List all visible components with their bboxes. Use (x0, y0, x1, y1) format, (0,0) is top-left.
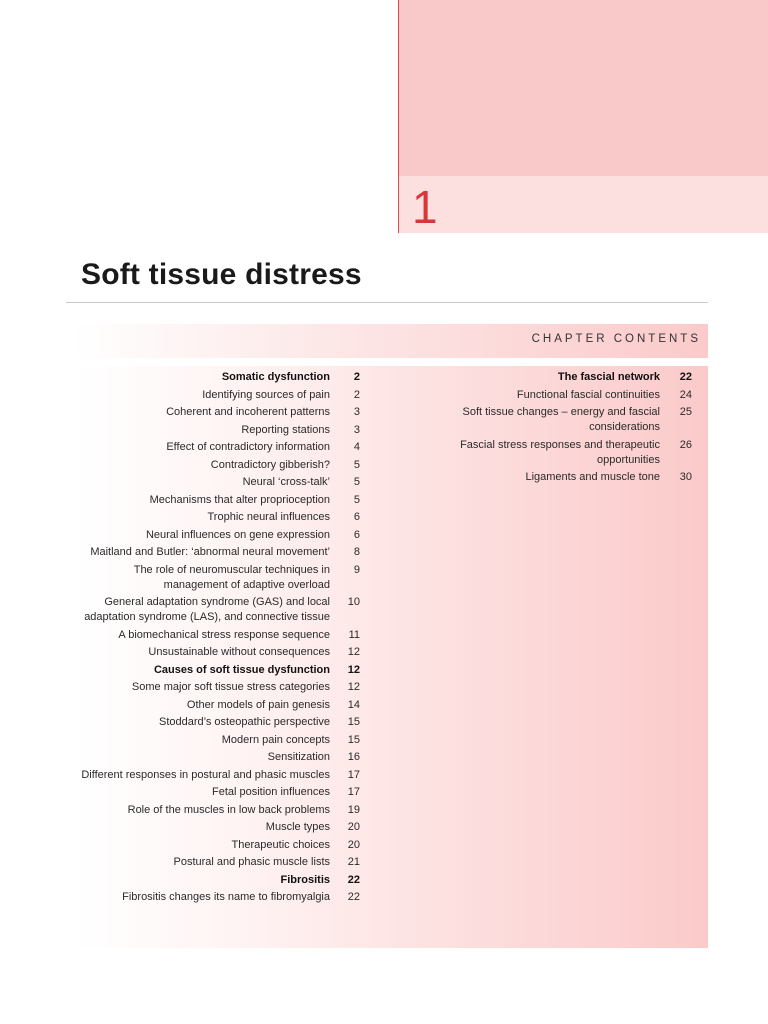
toc-entry[interactable] (80, 475, 366, 490)
toc-entry[interactable] (80, 785, 366, 800)
toc-entry-label: Stoddard’s osteopathic perspective (158, 716, 330, 728)
toc-entry-page: 17 (347, 768, 360, 781)
toc-entry-label: Fibrositis (280, 873, 330, 886)
toc-entry-label: Postural and phasic muscle lists (173, 856, 330, 868)
toc-entry-label: Coherent and incoherent patterns (166, 406, 330, 418)
toc-entry-page: 6 (353, 528, 360, 541)
toc-entry[interactable] (80, 423, 366, 438)
toc-entry-label: Different responses in postural and phasic muscles (81, 768, 330, 781)
toc-section-heading[interactable] (80, 663, 366, 678)
toc-entry-label: Unsustainable without consequences (148, 646, 330, 658)
toc-entry-label: Fetal position influences (211, 786, 330, 798)
chapter-contents-header (74, 324, 708, 358)
toc-entry-page: 3 (353, 423, 360, 436)
toc-entry-label: The role of neuromuscular techniques in management of adaptive overload (133, 563, 330, 591)
toc-entry-page: 17 (347, 786, 360, 798)
toc-entry-label: Effect of contradictory information (166, 441, 330, 453)
chapter-contents-label: CHAPTER CONTENTS (531, 333, 701, 345)
toc-entry[interactable] (80, 510, 366, 525)
toc-entry[interactable] (80, 595, 366, 625)
toc-entry-label: Soft tissue changes – energy and fascial considerations (462, 406, 660, 433)
toc-entry[interactable] (80, 440, 366, 455)
toc-entry[interactable] (455, 438, 700, 468)
toc-left-column (80, 370, 366, 908)
toc-entry-label: Ligaments and muscle tone (525, 471, 660, 483)
toc-section-heading[interactable] (455, 370, 700, 385)
toc-entry-label: Neural ‘cross-talk’ (242, 476, 330, 488)
toc-entry[interactable] (80, 820, 366, 835)
toc-entry-page: 15 (347, 716, 360, 728)
toc-entry-label: Therapeutic choices (231, 838, 330, 851)
toc-entry-page: 25 (679, 406, 692, 418)
toc-entry-label: Neural influences on gene expression (145, 528, 330, 541)
chapter-number: 1 (412, 181, 438, 233)
toc-entry-label: A biomechanical stress response sequence (118, 628, 330, 641)
toc-entry[interactable] (80, 750, 366, 765)
toc-entry-page: 15 (347, 733, 360, 746)
toc-entry[interactable] (80, 803, 366, 818)
chapter-title: Soft tissue distress (81, 258, 362, 291)
toc-entry-label: Other models of pain genesis (186, 698, 330, 711)
toc-entry-page: 30 (679, 471, 692, 483)
toc-entry[interactable] (80, 563, 366, 593)
toc-entry-label: Modern pain concepts (221, 733, 330, 746)
toc-entry-label: Somatic dysfunction (221, 371, 330, 383)
toc-entry[interactable] (80, 698, 366, 713)
toc-entry[interactable] (80, 733, 366, 748)
toc-entry-page: 22 (679, 371, 692, 383)
toc-entry[interactable] (455, 405, 700, 435)
toc-entry-label: Fibrositis changes its name to fibromyalgia (122, 891, 330, 903)
toc-entry[interactable] (80, 890, 366, 905)
toc-entry-page: 4 (353, 441, 360, 453)
toc-section-heading[interactable] (80, 370, 366, 385)
toc-entry[interactable] (80, 715, 366, 730)
toc-entry[interactable] (80, 645, 366, 660)
toc-entry-page: 5 (353, 476, 360, 488)
toc-entry-page: 6 (353, 511, 360, 523)
toc-entry[interactable] (80, 405, 366, 420)
toc-entry-page: 20 (347, 838, 360, 851)
toc-entry-page: 2 (353, 388, 360, 401)
toc-entry-page: 12 (347, 646, 360, 658)
toc-entry-page: 5 (353, 458, 360, 471)
toc-entry-page: 20 (347, 821, 360, 833)
toc-entry-page: 12 (347, 663, 360, 676)
toc-entry-page: 11 (348, 628, 360, 641)
toc-entry-page: 16 (347, 751, 360, 763)
toc-section-heading[interactable] (80, 873, 366, 888)
toc-entry-page: 22 (347, 873, 360, 886)
toc-entry[interactable] (80, 838, 366, 853)
toc-entry-page: 12 (347, 681, 360, 693)
toc-entry-label: The fascial network (557, 371, 660, 383)
toc-entry[interactable] (80, 388, 366, 403)
toc-entry-label: Maitland and Butler: ‘abnormal neural movement’ (90, 546, 330, 558)
toc-entry-page: 8 (353, 546, 360, 558)
toc-entry-page: 10 (347, 596, 360, 608)
toc-entry-page: 24 (679, 388, 692, 401)
toc-entry-page: 2 (353, 371, 360, 383)
chapter-number-band (398, 176, 768, 233)
toc-entry[interactable] (80, 493, 366, 508)
toc-entry-label: Fascial stress responses and therapeutic opportunities (460, 438, 660, 466)
toc-right-column (455, 370, 700, 488)
toc-entry[interactable] (80, 680, 366, 695)
toc-entry[interactable] (80, 545, 366, 560)
toc-entry-label: Sensitization (267, 751, 330, 763)
toc-entry-page: 19 (347, 803, 360, 816)
toc-entry-page: 3 (353, 406, 360, 418)
toc-entry[interactable] (80, 855, 366, 870)
toc-entry-label: Trophic neural influences (207, 511, 330, 523)
toc-entry-label: General adaptation syndrome (GAS) and local adaptation syndrome (LAS), and connective tissue (84, 596, 330, 623)
toc-entry-label: Causes of soft tissue dysfunction (153, 663, 330, 676)
toc-entry-page: 21 (347, 856, 360, 868)
toc-entry-label: Contradictory gibberish? (210, 458, 330, 471)
toc-entry[interactable] (455, 470, 700, 485)
toc-entry-label: Reporting stations (241, 423, 330, 436)
toc-entry[interactable] (80, 768, 366, 783)
toc-entry-label: Role of the muscles in low back problems (127, 803, 330, 816)
toc-entry-page: 5 (353, 493, 360, 506)
toc-entry[interactable] (80, 458, 366, 473)
toc-entry-label: Muscle types (265, 821, 330, 833)
toc-entry-page: 9 (353, 563, 360, 576)
title-divider (66, 302, 708, 303)
toc-entry[interactable] (80, 628, 366, 643)
toc-entry-label: Functional fascial continuities (516, 388, 660, 401)
toc-entry[interactable] (80, 528, 366, 543)
toc-entry-page: 22 (347, 891, 360, 903)
toc-entry-page: 14 (347, 698, 360, 711)
toc-entry[interactable] (455, 388, 700, 403)
toc-entry-label: Some major soft tissue stress categories (131, 681, 330, 693)
chapter-corner-block (398, 0, 768, 176)
chapter-corner-rule (398, 0, 399, 233)
toc-entry-label: Identifying sources of pain (202, 388, 330, 401)
toc-entry-page: 26 (679, 438, 692, 451)
toc-entry-label: Mechanisms that alter proprioception (149, 493, 330, 506)
